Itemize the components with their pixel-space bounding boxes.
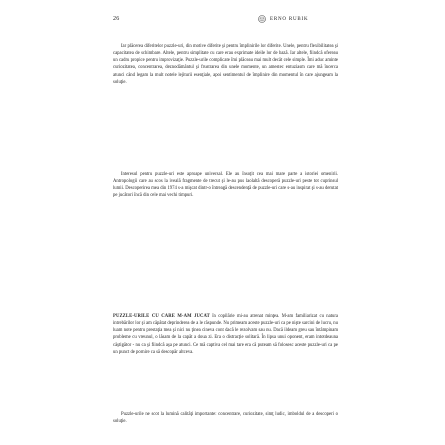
paragraph-block-3 — [113, 313, 338, 356]
paragraph-block-1 — [113, 43, 338, 86]
cube-seal-logo-icon — [258, 15, 266, 23]
paragraph-block-4 — [113, 411, 338, 425]
body-paragraph: Iar plăcerea diferitelor puzzle-uri, din motive diferite şi pentru împlinirile lor diferite. Unele, pentru flexibilitatea şi capacitatea de schimbare. Altele, pentru simplitate cu care erau exprimate ideile lor de bază. Iar altele, fiindcă ofereau un cadru propice pentru improvizaţie. Puzzle-urile complicate îmi plăceau mai mult decât cele simple. Îmi aduc aminte curiozitatea, concentrarea, deznodământul şi frustrarea din unele momente, un amestec entuziasm care mă încerca atunci când legam la mult notele lejiturii esenţiale, apoi sentimentul de împlinire din momentul în care ajungeam la soluţie. — [113, 44, 338, 85]
section-text: în copilărie mi-au atrenat minţea. M-am familiarizat cu natura intrebărilor lor şi am căpătat deprinderea de a le răspunde. Nu primeam aceste puzzle-uri ca pe nişte sarcini de lucru, nu luam note pentru prestaţia mea şi nici nu ţinea cineva cont dacă le rezolvam sau nu. Dacă ildeam greu sau întâmpinam probleme cu vreunul, o lăsam de la capăt a doua zi. Era o distracţie solitară. În lipsa unui oponent, eram intotdeauna câştigător - nu ca şi fiindcă aşa pe atunci. Ce mă captiva cel mai tare era că puteam să folosesc aceste puzzle-uri ca pe un punct de pornire ca să descopăr altceva. — [113, 314, 338, 355]
body-paragraph: Puzzle-urile ne scot la lumină calităţi importante: concentrare, curiozitate, simţ ludic, imboldul de a descoperi o soluţie. — [113, 412, 338, 425]
section-lead-in: PUZZLE-URILE CU CARE M-AM JUCAT — [113, 314, 210, 319]
running-header — [113, 16, 338, 28]
body-paragraph-section-start — [113, 313, 338, 356]
body-paragraph: Interesul pentru puzzle-uri este aproape universal. Ele au însoţit cea mai mare parte a istoriei omenirii. Antropologii care au scos la iveală fragmente de trecut şi le-au pus laolaltă descoperă puzzle-uri peste tot cuprinsul lumii. Descoperirea mea din 1974 s-a mişcat dintr-o întreagă descendenţă de puzzle-uri care s-au inspirat şi s-au derutat pe jucători încă din cele mai vechi timpuri. — [113, 172, 338, 199]
paragraph-block-2 — [113, 171, 338, 200]
page-number: 26 — [113, 16, 120, 22]
running-header-author: ERNO RUBIK — [270, 17, 309, 22]
